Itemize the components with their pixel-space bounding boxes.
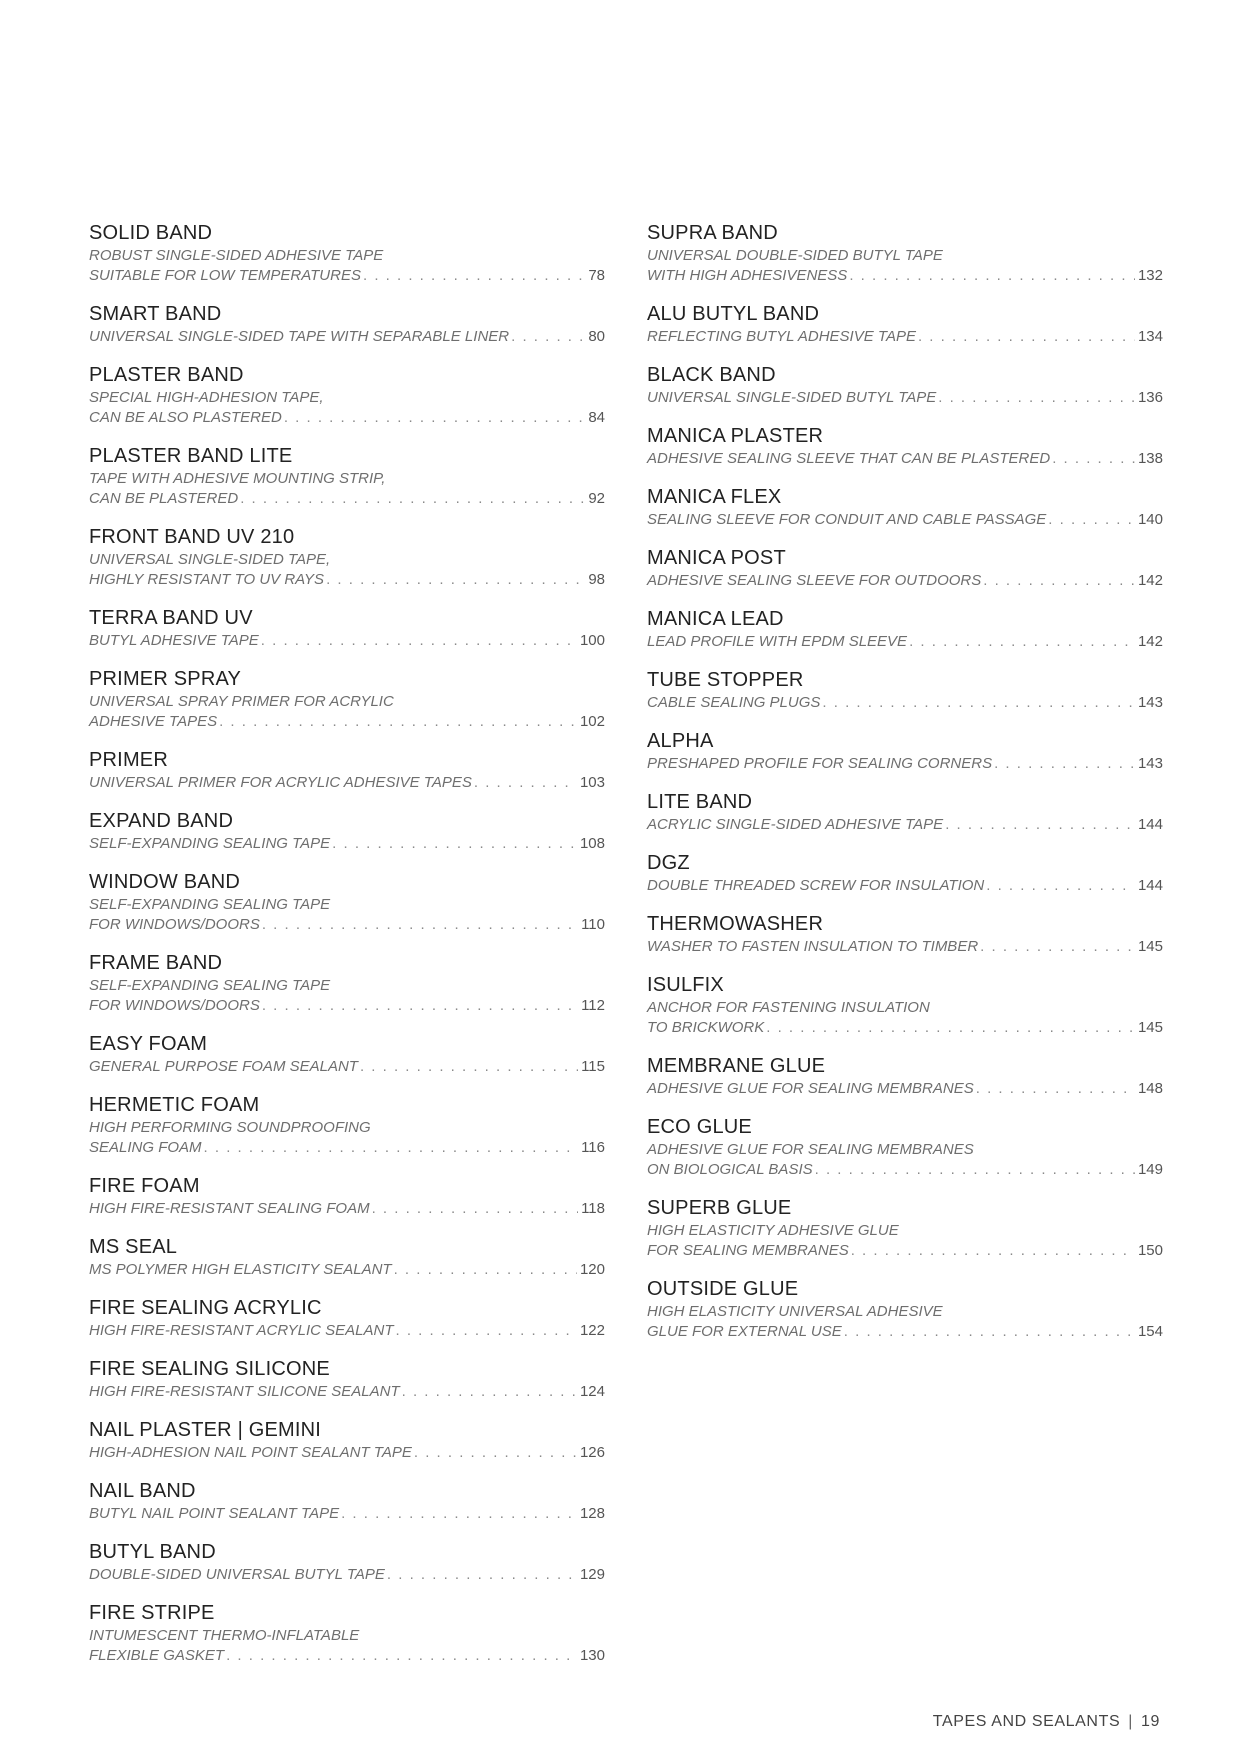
toc-entry[interactable] xyxy=(89,1356,605,1402)
entry-description: DOUBLE-SIDED UNIVERSAL BUTYL TAPE xyxy=(89,1566,385,1583)
dot-leader xyxy=(372,1199,578,1219)
entry-description: UNIVERSAL SPRAY PRIMER FOR ACRYLIC xyxy=(89,693,394,710)
dot-leader xyxy=(326,570,585,590)
entry-description: FOR SEALING MEMBRANES xyxy=(647,1242,849,1259)
entry-title: THERMOWASHER xyxy=(647,913,824,935)
entry-description: UNIVERSAL SINGLE-SIDED TAPE WITH SEPARABLE LINER xyxy=(89,328,510,345)
toc-entry[interactable] xyxy=(89,666,605,732)
dot-leader xyxy=(766,1018,1135,1038)
entry-line xyxy=(647,327,1163,347)
entry-line xyxy=(647,632,1163,652)
toc-entry[interactable] xyxy=(89,1600,605,1666)
entry-description: FOR WINDOWS/DOORS xyxy=(89,916,260,933)
entry-line xyxy=(89,1057,605,1077)
entry-title: MANICA FLEX xyxy=(647,486,782,508)
dot-leader xyxy=(240,489,585,509)
entry-description: SEALING FOAM xyxy=(89,1139,202,1156)
dot-leader xyxy=(363,266,585,286)
entry-title: ALPHA xyxy=(647,730,714,752)
entry-line xyxy=(647,876,1163,896)
entry-page-number: 103 xyxy=(579,774,605,791)
entry-line xyxy=(89,1646,605,1666)
entry-title: SOLID BAND xyxy=(89,222,213,244)
page-footer xyxy=(933,1713,1160,1731)
entry-title: NAIL BAND xyxy=(89,1480,196,1502)
entry-page-number: 130 xyxy=(579,1647,605,1664)
entry-line xyxy=(89,773,605,793)
entry-title: MANICA LEAD xyxy=(647,608,784,630)
entry-description: SPECIAL HIGH-ADHESION TAPE, xyxy=(89,389,324,406)
dot-leader xyxy=(1048,510,1135,530)
entry-description: ON BIOLOGICAL BASIS xyxy=(647,1161,813,1178)
entry-title: MANICA POST xyxy=(647,547,786,569)
entry-line xyxy=(89,1199,605,1219)
entry-description: HIGH-ADHESION NAIL POINT SEALANT TAPE xyxy=(89,1444,412,1461)
entry-line xyxy=(89,489,605,509)
entry-page-number: 143 xyxy=(1137,694,1163,711)
entry-line xyxy=(89,266,605,286)
entry-line xyxy=(647,510,1163,530)
toc-entry[interactable] xyxy=(647,1195,1163,1261)
entry-title: LITE BAND xyxy=(647,791,753,813)
entry-title: FRONT BAND UV 210 xyxy=(89,526,295,548)
entry-line xyxy=(647,754,1163,774)
entry-title: EASY FOAM xyxy=(89,1033,208,1055)
entry-description: SELF-EXPANDING SEALING TAPE xyxy=(89,896,331,913)
toc-entry[interactable] xyxy=(89,808,605,854)
entry-line xyxy=(89,1138,605,1158)
entry-description: HIGH PERFORMING SOUNDPROOFING xyxy=(89,1119,371,1136)
entry-page-number: 112 xyxy=(581,997,605,1014)
entry-page-number: 110 xyxy=(581,916,605,933)
entry-line xyxy=(89,834,605,854)
entry-title: SUPERB GLUE xyxy=(647,1197,792,1219)
entry-description: TO BRICKWORK xyxy=(647,1019,765,1036)
entry-page-number: 102 xyxy=(579,713,605,730)
dot-leader xyxy=(396,1321,577,1341)
entry-title: OUTSIDE GLUE xyxy=(647,1278,799,1300)
dot-leader xyxy=(938,388,1135,408)
toc-entry[interactable] xyxy=(89,1417,605,1463)
entry-line xyxy=(89,712,605,732)
entry-line xyxy=(89,915,605,935)
entry-page-number: 154 xyxy=(1137,1323,1163,1340)
entry-description: GLUE FOR EXTERNAL USE xyxy=(647,1323,842,1340)
toc-entry[interactable] xyxy=(647,220,1163,286)
entry-line xyxy=(647,571,1163,591)
entry-description: GENERAL PURPOSE FOAM SEALANT xyxy=(89,1058,358,1075)
toc-entry[interactable] xyxy=(647,362,1163,408)
entry-line xyxy=(89,1321,605,1341)
entry-page-number: 142 xyxy=(1137,572,1163,589)
entry-page-number: 122 xyxy=(579,1322,605,1339)
dot-leader xyxy=(332,834,577,854)
entry-title: TUBE STOPPER xyxy=(647,669,804,691)
entry-line xyxy=(89,570,605,590)
entry-page-number: 116 xyxy=(581,1139,605,1156)
entry-line xyxy=(647,388,1163,408)
entry-line xyxy=(647,1322,1163,1342)
entry-description: MS POLYMER HIGH ELASTICITY SEALANT xyxy=(89,1261,392,1278)
toc-entry[interactable] xyxy=(647,1276,1163,1342)
entry-description: ADHESIVE SEALING SLEEVE FOR OUTDOORS xyxy=(647,572,982,589)
toc-entry[interactable] xyxy=(89,747,605,793)
entry-description: CAN BE ALSO PLASTERED xyxy=(89,409,282,426)
entry-title: TERRA BAND UV xyxy=(89,607,253,629)
entry-page-number: 145 xyxy=(1137,938,1163,955)
entry-page-number: 124 xyxy=(579,1383,605,1400)
entry-description: REFLECTING BUTYL ADHESIVE TAPE xyxy=(647,328,916,345)
entry-description: CAN BE PLASTERED xyxy=(89,490,239,507)
entry-description: CABLE SEALING PLUGS xyxy=(647,694,821,711)
toc-entry[interactable] xyxy=(89,220,605,286)
entry-title: FIRE SEALING ACRYLIC xyxy=(89,1297,322,1319)
dot-leader xyxy=(980,937,1135,957)
entry-page-number: 144 xyxy=(1137,816,1163,833)
entry-title: FIRE STRIPE xyxy=(89,1602,215,1624)
entry-page-number: 80 xyxy=(588,328,605,345)
entry-description: INTUMESCENT THERMO-INFLATABLE xyxy=(89,1627,360,1644)
entry-page-number: 134 xyxy=(1137,328,1163,345)
entry-description: HIGHLY RESISTANT TO UV RAYS xyxy=(89,571,325,588)
entry-description: UNIVERSAL SINGLE-SIDED TAPE, xyxy=(89,551,331,568)
dot-leader xyxy=(849,266,1135,286)
entry-page-number: 148 xyxy=(1137,1080,1163,1097)
entry-description: SUITABLE FOR LOW TEMPERATURES xyxy=(89,267,361,284)
toc-entry[interactable] xyxy=(89,1478,605,1524)
toc-entry[interactable] xyxy=(89,1173,605,1219)
entry-title: PRIMER xyxy=(89,749,168,771)
entry-page-number: 145 xyxy=(1137,1019,1163,1036)
entry-title: DGZ xyxy=(647,852,690,874)
entry-page-number: 129 xyxy=(579,1566,605,1583)
entry-line xyxy=(89,1382,605,1402)
entry-line xyxy=(89,1565,605,1585)
toc-entry[interactable] xyxy=(647,606,1163,652)
entry-description: ANCHOR FOR FASTENING INSULATION xyxy=(647,999,930,1016)
entry-title: PLASTER BAND xyxy=(89,364,244,386)
toc-left-column xyxy=(89,220,605,1681)
dot-leader xyxy=(360,1057,578,1077)
entry-description: BUTYL NAIL POINT SEALANT TAPE xyxy=(89,1505,340,1522)
entry-title: ALU BUTYL BAND xyxy=(647,303,820,325)
dot-leader xyxy=(994,754,1135,774)
entry-title: MEMBRANE GLUE xyxy=(647,1055,826,1077)
toc-entry[interactable] xyxy=(647,728,1163,774)
entry-description: ADHESIVE TAPES xyxy=(89,713,218,730)
entry-description: ROBUST SINGLE-SIDED ADHESIVE TAPE xyxy=(89,247,384,264)
entry-page-number: 84 xyxy=(588,409,605,426)
dot-leader xyxy=(414,1443,577,1463)
entry-description: WITH HIGH ADHESIVENESS xyxy=(647,267,848,284)
toc-entry[interactable] xyxy=(647,301,1163,347)
entry-page-number: 108 xyxy=(579,835,605,852)
entry-title: MANICA PLASTER xyxy=(647,425,824,447)
entry-line xyxy=(647,449,1163,469)
toc-entry[interactable] xyxy=(89,524,605,590)
entry-line xyxy=(89,1260,605,1280)
entry-description: FOR WINDOWS/DOORS xyxy=(89,997,260,1014)
entry-description: UNIVERSAL SINGLE-SIDED BUTYL TAPE xyxy=(647,389,937,406)
entry-description: SELF-EXPANDING SEALING TAPE xyxy=(89,977,331,994)
entry-line xyxy=(647,937,1163,957)
dot-leader xyxy=(219,712,577,732)
entry-description: ACRYLIC SINGLE-SIDED ADHESIVE TAPE xyxy=(647,816,944,833)
entry-line xyxy=(647,1160,1163,1180)
entry-title: WINDOW BAND xyxy=(89,871,241,893)
dot-leader xyxy=(851,1241,1135,1261)
entry-line xyxy=(647,1018,1163,1038)
entry-page-number: 138 xyxy=(1137,450,1163,467)
dot-leader xyxy=(262,915,578,935)
entry-description: FLEXIBLE GASKET xyxy=(89,1647,225,1664)
dot-leader xyxy=(394,1260,577,1280)
entry-page-number: 136 xyxy=(1137,389,1163,406)
entry-page-number: 142 xyxy=(1137,633,1163,650)
toc-entry[interactable] xyxy=(647,545,1163,591)
entry-page-number: 92 xyxy=(588,490,605,507)
dot-leader xyxy=(226,1646,577,1666)
entry-description: DOUBLE THREADED SCREW FOR INSULATION xyxy=(647,877,985,894)
entry-title: EXPAND BAND xyxy=(89,810,234,832)
dot-leader xyxy=(341,1504,577,1524)
toc-entry[interactable] xyxy=(647,850,1163,896)
toc-entry[interactable] xyxy=(89,301,605,347)
entry-line xyxy=(647,693,1163,713)
entry-page-number: 149 xyxy=(1137,1161,1163,1178)
entry-page-number: 144 xyxy=(1137,877,1163,894)
entry-description: HIGH ELASTICITY UNIVERSAL ADHESIVE xyxy=(647,1303,943,1320)
dot-leader xyxy=(474,773,577,793)
entry-title: PRIMER SPRAY xyxy=(89,668,242,690)
toc-entry[interactable] xyxy=(89,869,605,935)
dot-leader xyxy=(511,327,585,347)
entry-description: HIGH FIRE-RESISTANT SEALING FOAM xyxy=(89,1200,370,1217)
entry-line xyxy=(647,1241,1163,1261)
entry-page-number: 140 xyxy=(1137,511,1163,528)
entry-page-number: 143 xyxy=(1137,755,1163,772)
toc-entry[interactable] xyxy=(647,911,1163,957)
entry-description: WASHER TO FASTEN INSULATION TO TIMBER xyxy=(647,938,979,955)
entry-line xyxy=(89,1443,605,1463)
toc-entry[interactable] xyxy=(89,1234,605,1280)
footer-page-number: 19 xyxy=(1141,1713,1160,1730)
dot-leader xyxy=(284,408,585,428)
dot-leader xyxy=(976,1079,1135,1099)
entry-line xyxy=(89,327,605,347)
toc-entry[interactable] xyxy=(647,1114,1163,1180)
toc-entry[interactable] xyxy=(647,484,1163,530)
toc-entry[interactable] xyxy=(89,1295,605,1341)
entry-title: FRAME BAND xyxy=(89,952,223,974)
dot-leader xyxy=(945,815,1135,835)
toc-entry[interactable] xyxy=(647,423,1163,469)
dot-leader xyxy=(1052,449,1135,469)
entry-title: SMART BAND xyxy=(89,303,222,325)
toc-entry[interactable] xyxy=(89,1092,605,1158)
entry-page-number: 120 xyxy=(579,1261,605,1278)
toc-entry[interactable] xyxy=(647,972,1163,1038)
entry-description: SELF-EXPANDING SEALING TAPE xyxy=(89,835,331,852)
entry-title: SUPRA BAND xyxy=(647,222,778,244)
dot-leader xyxy=(815,1160,1135,1180)
entry-line xyxy=(89,996,605,1016)
dot-leader xyxy=(261,631,577,651)
entry-description: UNIVERSAL PRIMER FOR ACRYLIC ADHESIVE TAPES xyxy=(89,774,472,791)
toc-entry[interactable] xyxy=(647,789,1163,835)
dot-leader xyxy=(986,876,1135,896)
entry-description: HIGH FIRE-RESISTANT SILICONE SEALANT xyxy=(89,1383,400,1400)
entry-description: HIGH FIRE-RESISTANT ACRYLIC SEALANT xyxy=(89,1322,394,1339)
dot-leader xyxy=(387,1565,577,1585)
dot-leader xyxy=(402,1382,577,1402)
toc-entry[interactable] xyxy=(89,1539,605,1585)
entry-line xyxy=(647,815,1163,835)
entry-page-number: 118 xyxy=(581,1200,605,1217)
entry-description: HIGH ELASTICITY ADHESIVE GLUE xyxy=(647,1222,899,1239)
entry-title: ECO GLUE xyxy=(647,1116,752,1138)
entry-title: PLASTER BAND LITE xyxy=(89,445,293,467)
toc-entry[interactable] xyxy=(89,362,605,428)
entry-title: MS SEAL xyxy=(89,1236,178,1258)
entry-line xyxy=(89,408,605,428)
toc-entry[interactable] xyxy=(89,950,605,1016)
toc-entry[interactable] xyxy=(89,605,605,651)
entry-page-number: 126 xyxy=(579,1444,605,1461)
entry-description: BUTYL ADHESIVE TAPE xyxy=(89,632,259,649)
entry-page-number: 132 xyxy=(1137,267,1163,284)
dot-leader xyxy=(909,632,1135,652)
entry-page-number: 78 xyxy=(588,267,605,284)
entry-line xyxy=(89,1504,605,1524)
entry-title: BLACK BAND xyxy=(647,364,776,386)
entry-title: ISULFIX xyxy=(647,974,724,996)
dot-leader xyxy=(983,571,1135,591)
entry-page-number: 100 xyxy=(579,632,605,649)
entry-description: LEAD PROFILE WITH EPDM SLEEVE xyxy=(647,633,908,650)
dot-leader xyxy=(822,693,1135,713)
toc-right-column xyxy=(647,220,1163,1357)
entry-title: BUTYL BAND xyxy=(89,1541,216,1563)
dot-leader xyxy=(844,1322,1135,1342)
entry-description: SEALING SLEEVE FOR CONDUIT AND CABLE PASSAGE xyxy=(647,511,1047,528)
entry-line xyxy=(647,266,1163,286)
entry-title: FIRE SEALING SILICONE xyxy=(89,1358,330,1380)
entry-title: HERMETIC FOAM xyxy=(89,1094,260,1116)
entry-title: FIRE FOAM xyxy=(89,1175,200,1197)
footer-separator: | xyxy=(1128,1713,1133,1730)
entry-line xyxy=(647,1079,1163,1099)
entry-description: UNIVERSAL DOUBLE-SIDED BUTYL TAPE xyxy=(647,247,943,264)
toc-entry[interactable] xyxy=(89,443,605,509)
dot-leader xyxy=(204,1138,579,1158)
entry-page-number: 150 xyxy=(1137,1242,1163,1259)
toc-entry[interactable] xyxy=(89,1031,605,1077)
entry-page-number: 98 xyxy=(588,571,605,588)
toc-entry[interactable] xyxy=(647,1053,1163,1099)
entry-description: ADHESIVE GLUE FOR SEALING MEMBRANES xyxy=(647,1080,974,1097)
footer-section-title: TAPES AND SEALANTS xyxy=(932,1713,1121,1730)
toc-entry[interactable] xyxy=(647,667,1163,713)
entry-description: TAPE WITH ADHESIVE MOUNTING STRIP, xyxy=(89,470,386,487)
dot-leader xyxy=(262,996,578,1016)
dot-leader xyxy=(918,327,1135,347)
entry-page-number: 128 xyxy=(579,1505,605,1522)
entry-description: ADHESIVE SEALING SLEEVE THAT CAN BE PLASTERED xyxy=(647,450,1051,467)
entry-description: ADHESIVE GLUE FOR SEALING MEMBRANES xyxy=(647,1141,974,1158)
entry-title: NAIL PLASTER | GEMINI xyxy=(89,1419,322,1441)
entry-page-number: 115 xyxy=(581,1058,605,1075)
entry-description: PRESHAPED PROFILE FOR SEALING CORNERS xyxy=(647,755,993,772)
entry-line xyxy=(89,631,605,651)
